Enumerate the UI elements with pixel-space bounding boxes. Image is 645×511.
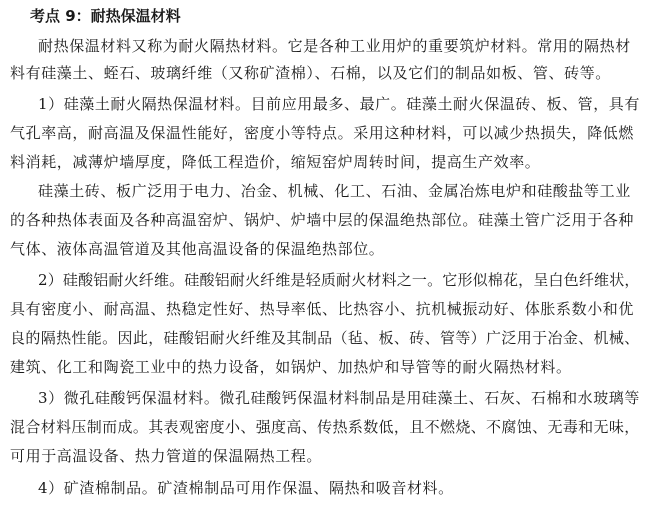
text-line: 4）矿渣棉制品。矿渣棉制品可用作保温、隔热和吸音材料。 <box>38 479 454 497</box>
text-line: 硅藻土砖、板广泛用于电力、冶金、机械、化工、石油、金属冶炼电炉和硅酸盐等工业 <box>38 182 631 200</box>
text-line: 混合材料压制而成。其表观密度小、强度高、传热系数低，且不燃烧、不腐蚀、无毒和无味， <box>10 418 640 436</box>
text-line: 的各种热体表面及各种高温窑炉、锅炉、炉墙中层的保温绝热部位。硅藻土管广泛用于各种 <box>10 211 635 229</box>
text-line: 良的隔热性能。因此，硅酸铝耐火纤维及其制品（毡、板、砖、管等）广泛用于冶金、机械、 <box>10 329 640 347</box>
text-line: 3）微孔硅酸钙保温材料。微孔硅酸钙保温材料制品是用硅藻土、石灰、石棉和水玻璃等 <box>38 389 640 407</box>
text-line: 气孔率高，耐高温及保温性能好，密度小等特点。采用这种材料，可以减少热损失，降低燃 <box>10 124 635 142</box>
text-line: 1）硅藻土耐火隔热保温材料。目前应用最多、最广。硅藻土耐火保温砖、板、管，具有 <box>38 95 640 113</box>
text-line: 耐热保温材料又称为耐火隔热材料。它是各种工业用炉的重要筑炉材料。常用的隔热材 <box>38 37 631 55</box>
text-line: 气体、液体高温管道及其他高温设备的保温绝热部位。 <box>10 240 385 258</box>
section-heading: 考点 9：耐热保温材料 <box>30 7 181 25</box>
text-line: 具有密度小、耐高温、热稳定性好、热导率低、比热容小、抗机械振动好、体胀系数小和优 <box>10 300 635 318</box>
text-line: 建筑、化工和陶瓷工业中的热力设备，如锅炉、加热炉和导管等的耐火隔热材料。 <box>10 358 572 376</box>
text-line: 可用于高温设备、热力管道的保温隔热工程。 <box>10 447 323 465</box>
text-line: 2）硅酸铝耐火纤维。硅酸铝耐火纤维是轻质耐火材料之一。它形似棉花，呈白色纤维状， <box>38 271 640 289</box>
text-line: 料有硅藻土、蛭石、玻璃纤维（又称矿渣棉）、石棉，以及它们的制品如板、管、砖等。 <box>10 64 611 82</box>
text-line: 料消耗，减薄炉墙厚度，降低工程造价，缩短窑炉周转时间，提高生产效率。 <box>10 153 541 171</box>
